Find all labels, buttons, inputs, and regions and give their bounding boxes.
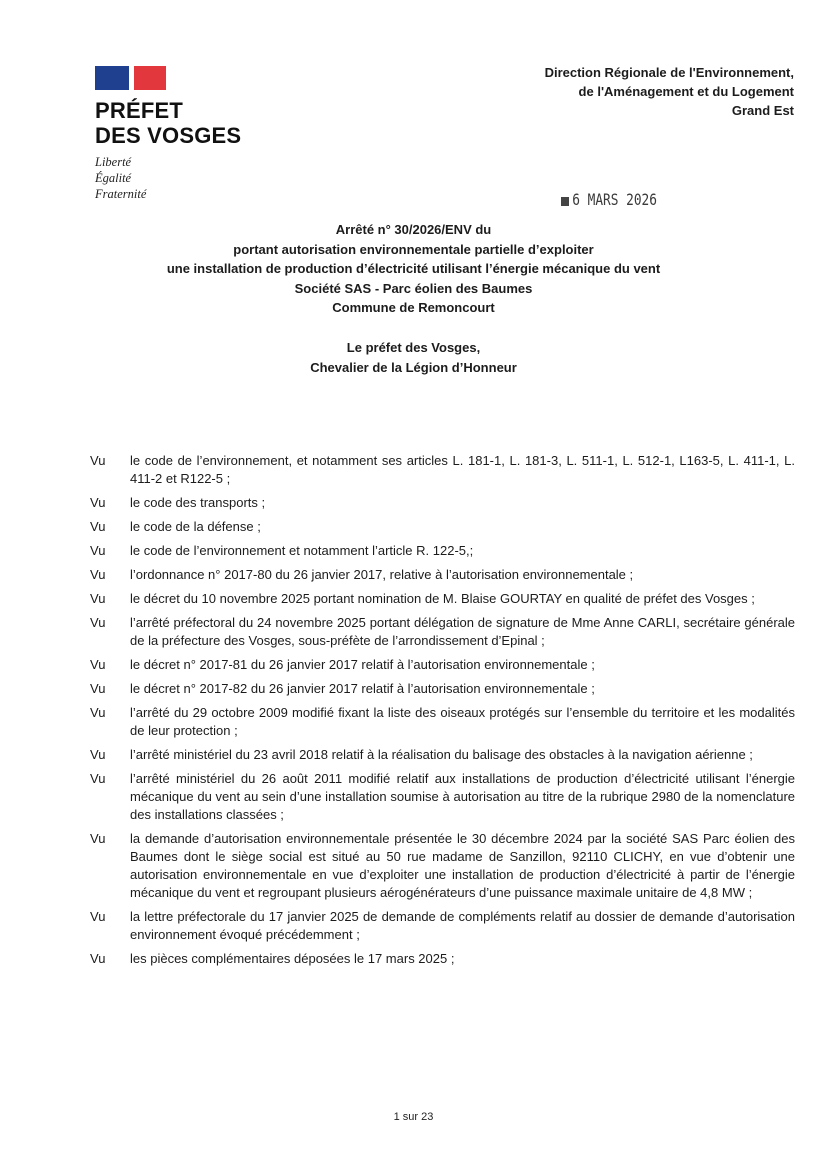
consideration-text: l’arrêté préfectoral du 24 novembre 2025 portant délégation de signature de Mme Anne CARLI, secrétaire générale de la préfecture des Vosges, sous-préfète de l’arrondissement d’Epinal ; (130, 615, 795, 648)
consideration-item (90, 542, 795, 560)
consideration-text: l’arrêté du 29 octobre 2009 modifié fixant la liste des oiseaux protégés sur l’ensemble du territoire et les modalités de leur protection ; (130, 705, 795, 738)
considerations-list (90, 452, 795, 974)
consideration-text: l’arrêté ministériel du 26 août 2011 modifié relatif aux installations de production d’électricité utilisant l’énergie mécanique du vent au sein d’une installation soumise à autorisation au titre de la rubrique 2980 de la nomenclature des installations classées ; (130, 771, 795, 822)
consideration-text: le décret du 10 novembre 2025 portant nomination de M. Blaise GOURTAY en qualité de préfet des Vosges ; (130, 591, 755, 606)
motto-liberte: Liberté (95, 155, 132, 169)
logo-title (95, 98, 241, 148)
date-stamp-text: 6 MARS 2026 (572, 190, 657, 209)
consideration-label: Vu (90, 657, 106, 672)
consideration-label: Vu (90, 681, 106, 696)
consideration-item (90, 908, 795, 944)
consideration-text: le décret n° 2017-81 du 26 janvier 2017 relatif à l’autorisation environnementale ; (130, 657, 595, 672)
authority-block (0, 338, 827, 377)
stamp-mark-icon (561, 197, 569, 206)
consideration-item (90, 746, 795, 764)
consideration-label: Vu (90, 771, 106, 786)
decree-title-line: Société SAS - Parc éolien des Baumes (294, 280, 533, 296)
decree-title-line: Arrêté n° 30/2026/ENV du (335, 222, 492, 237)
consideration-text: le code des transports ; (130, 495, 266, 510)
consideration-item (90, 680, 795, 698)
consideration-label: Vu (90, 519, 106, 534)
consideration-label: Vu (90, 951, 106, 966)
authority-line: Chevalier de la Légion d’Honneur (310, 359, 517, 375)
issuing-authority (545, 63, 794, 120)
decree-title (0, 220, 827, 318)
consideration-label: Vu (90, 747, 106, 762)
consideration-label: Vu (90, 909, 106, 924)
date-stamp (561, 190, 657, 209)
consideration-item (90, 950, 795, 968)
consideration-text: la demande d’autorisation environnementale présentée le 30 décembre 2024 par la société SAS Parc éolien des Baumes dont le siège social est situé au 50 rue madame de Sanzillon, 92110 CLICHY, en vue d’obtenir une autorisation environnementale en vue d’exploiter une installation de production d’électricité à partir de l’énergie mécanique du vent et regroupant plusieurs aérogénérateurs d’une puissance maximale unitaire de 4,8 MW ; (130, 831, 795, 900)
flag-red-band (134, 66, 166, 90)
consideration-item (90, 704, 795, 740)
consideration-item (90, 518, 795, 536)
consideration-label: Vu (90, 543, 106, 558)
consideration-item (90, 590, 795, 608)
consideration-item (90, 830, 795, 902)
motto-egalite: Égalité (95, 171, 132, 185)
consideration-item (90, 656, 795, 674)
page-indicator: 1 sur 23 (393, 1111, 434, 1123)
consideration-text: la lettre préfectorale du 17 janvier 2025 de demande de compléments relatif au dossier de demande d’autorisation environnement évoqué précédemment ; (130, 909, 795, 942)
consideration-item (90, 614, 795, 650)
consideration-label: Vu (90, 615, 106, 630)
consideration-label: Vu (90, 705, 106, 720)
marianne-flag-icon (95, 66, 166, 90)
flag-blue-band (95, 66, 129, 90)
motto-fraternite: Fraternité (95, 187, 147, 201)
consideration-item (90, 770, 795, 824)
consideration-text: le code de la défense ; (130, 519, 261, 534)
prefecture-logo (95, 66, 241, 202)
consideration-text: les pièces complémentaires déposées le 17 mars 2025 ; (130, 951, 455, 966)
decree-title-line: Commune de Remoncourt (332, 300, 495, 315)
consideration-item (90, 452, 795, 488)
issuer-line-2: de l'Aménagement et du Logement (578, 84, 794, 99)
consideration-item (90, 494, 795, 512)
decree-title-line: portant autorisation environnementale partielle d’exploiter (233, 241, 594, 257)
decree-title-line: une installation de production d’électricité utilisant l’énergie mécanique du vent (166, 261, 661, 276)
consideration-text: le code de l’environnement et notamment l’article R. 122-5,; (130, 543, 474, 558)
authority-line: Le préfet des Vosges, (346, 340, 481, 355)
consideration-text: le décret n° 2017-82 du 26 janvier 2017 relatif à l’autorisation environnementale ; (130, 681, 595, 696)
logo-title-line1: PRÉFET (95, 98, 183, 123)
issuer-line-3: Grand Est (731, 103, 794, 118)
consideration-item (90, 566, 795, 584)
consideration-text: l’arrêté ministériel du 23 avril 2018 relatif à la réalisation du balisage des obstacles à la navigation aérienne ; (130, 747, 753, 762)
issuer-line-1: Direction Régionale de l'Environnement, (544, 65, 794, 80)
consideration-text: l’ordonnance n° 2017-80 du 26 janvier 2017, relative à l’autorisation environnementale ; (130, 567, 634, 582)
consideration-label: Vu (90, 567, 106, 582)
logo-title-line2: DES VOSGES (95, 123, 242, 148)
consideration-label: Vu (90, 831, 106, 846)
consideration-label: Vu (90, 591, 106, 606)
consideration-label: Vu (90, 453, 106, 468)
consideration-text: le code de l’environnement, et notamment ses articles L. 181-1, L. 181-3, L. 511-1, L. 512-1, L163-5, L. 411-1, L. 411-2 et R122-5 ; (130, 453, 795, 486)
republic-motto (95, 154, 241, 202)
consideration-label: Vu (90, 495, 106, 510)
